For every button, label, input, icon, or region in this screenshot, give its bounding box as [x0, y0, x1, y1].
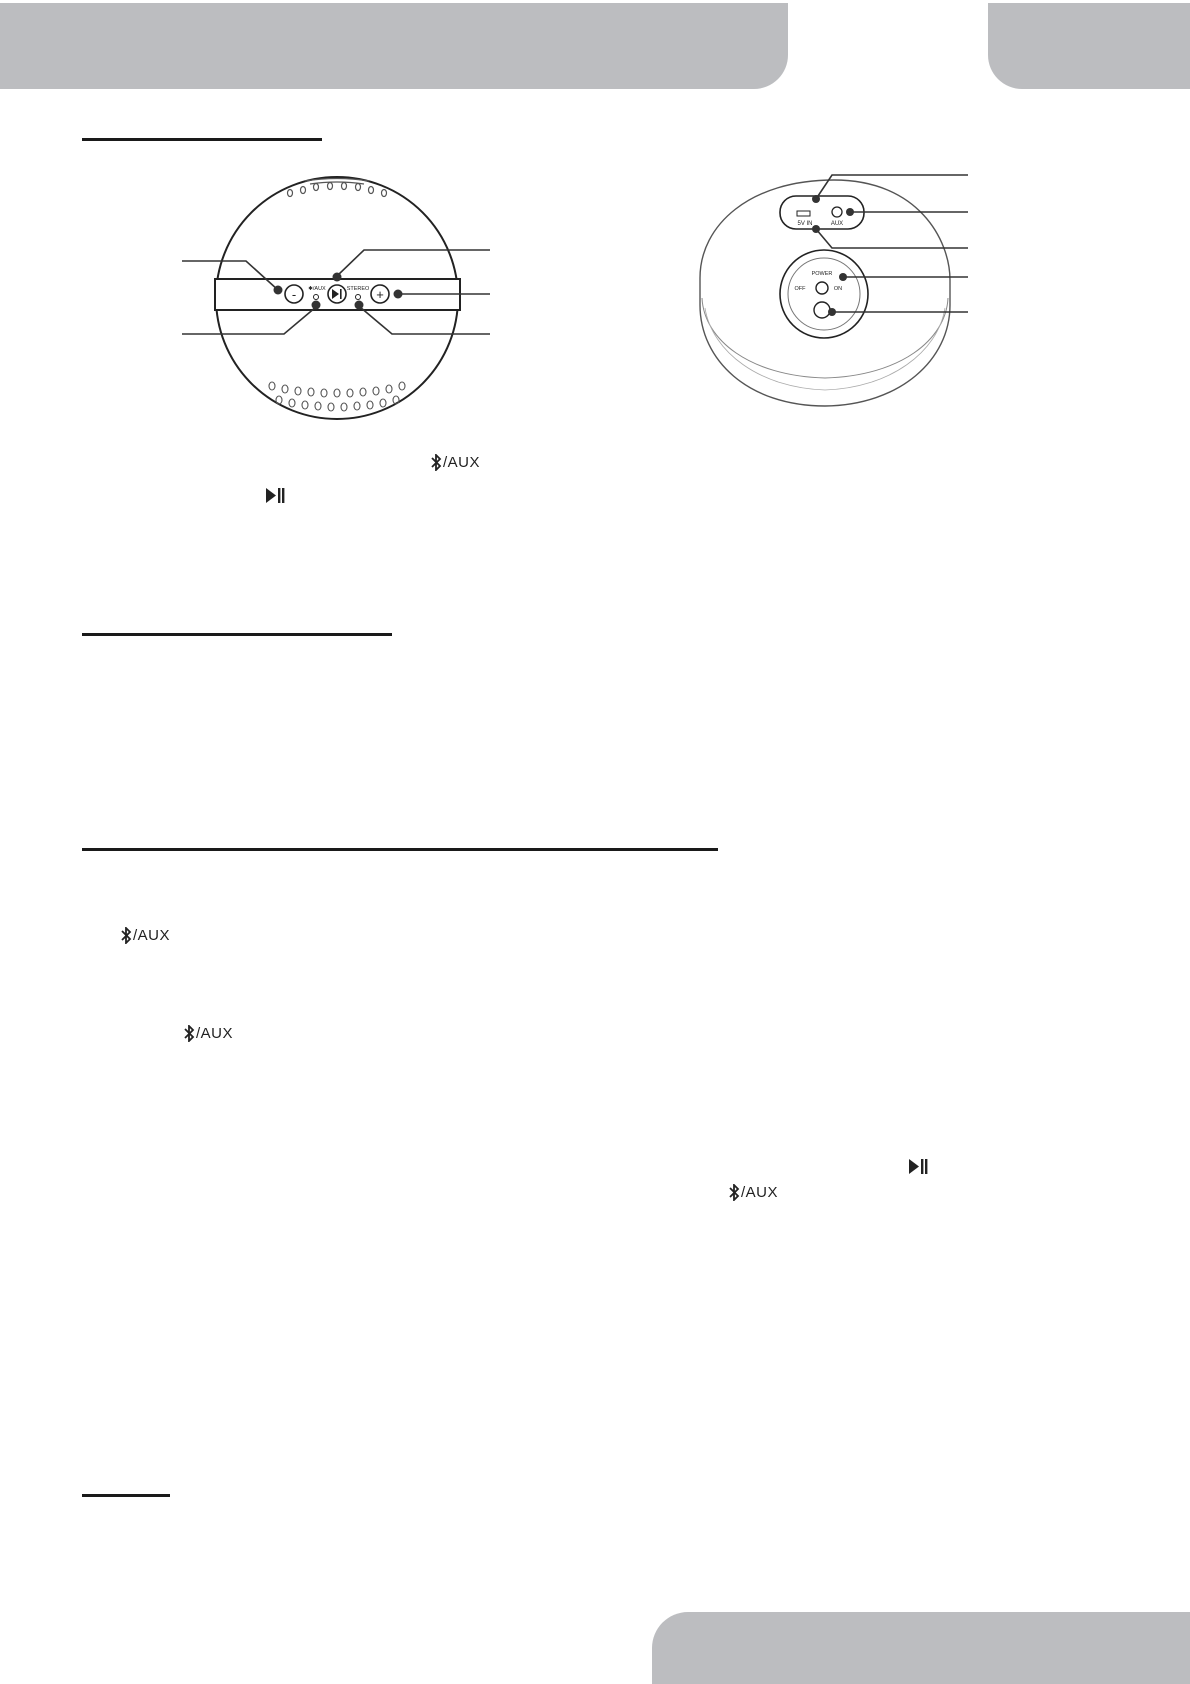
aux-port-label: AUX [830, 221, 844, 227]
inline-bt-aux-1 [430, 454, 480, 471]
bt-aux-led-label: ✱/AUX [308, 286, 326, 292]
bluetooth-icon [183, 1025, 195, 1042]
bluetooth-icon [120, 927, 132, 944]
inline-bt-aux-3 [183, 1025, 233, 1042]
aux-text: /AUX [443, 454, 481, 471]
bluetooth-icon [430, 454, 442, 471]
front-view-diagram [182, 177, 490, 419]
inline-bt-aux-4 [728, 1184, 778, 1201]
off-label: OFF [794, 286, 806, 292]
section-rule-2 [82, 633, 392, 636]
product-diagrams [0, 0, 1190, 460]
volume-down-label: - [291, 287, 297, 302]
footer-bar [652, 1612, 1190, 1684]
5v-in-label: 5V IN [797, 221, 813, 227]
power-label: POWER [811, 271, 833, 277]
volume-up-label: + [376, 287, 384, 302]
play-pause-icon [908, 1158, 928, 1175]
aux-text: /AUX [133, 927, 171, 944]
back-view-diagram [700, 175, 968, 406]
inline-bt-aux-2 [120, 927, 170, 944]
section-rule-4 [82, 1494, 170, 1497]
bluetooth-icon [728, 1184, 740, 1201]
aux-text: /AUX [741, 1184, 779, 1201]
section-rule-3 [82, 848, 718, 851]
aux-text: /AUX [196, 1025, 234, 1042]
play-pause-icon [265, 487, 285, 504]
on-label: ON [833, 286, 843, 292]
stereo-led-label: STEREO [346, 286, 370, 292]
